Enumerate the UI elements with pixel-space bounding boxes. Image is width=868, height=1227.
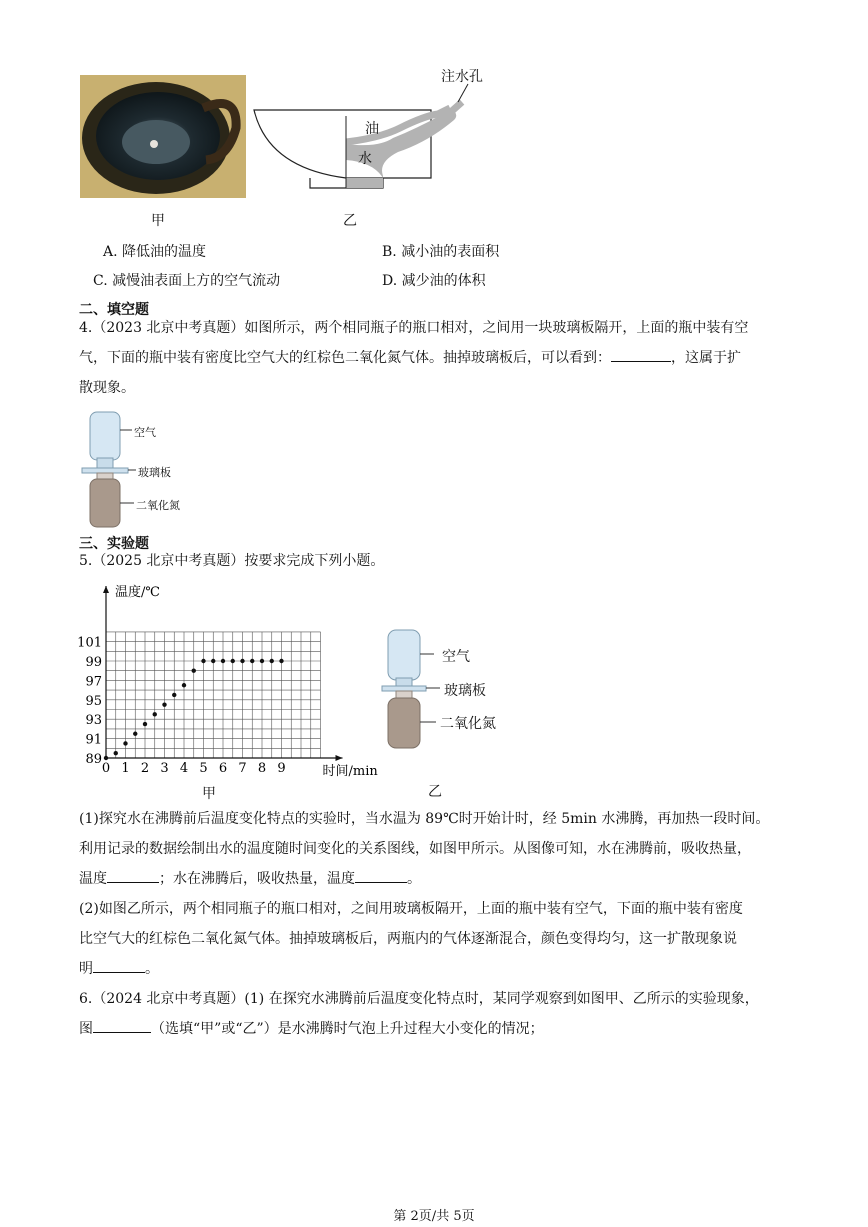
q5-p1-line3 bbox=[79, 864, 809, 894]
x-tick-label: 6 bbox=[218, 761, 228, 776]
x-tick-label: 9 bbox=[277, 761, 286, 776]
x-tick-label: 4 bbox=[179, 761, 189, 776]
top-bottle bbox=[90, 412, 120, 460]
q6-blank[interactable] bbox=[93, 1017, 151, 1033]
q5-p1-text-a: 温度 bbox=[79, 871, 107, 887]
data-point bbox=[279, 659, 283, 663]
x-axis-arrow bbox=[336, 755, 343, 761]
q5-part1 bbox=[79, 804, 809, 894]
q5-p1-line2: 利用记录的数据绘制出水的温度随时间变化的关系图线，如图甲所示。从图像可知，水在沸腾前，吸收热量， bbox=[79, 841, 751, 857]
y-tick-label: 97 bbox=[85, 674, 102, 690]
q6-line1: 6.（2024 北京中考真题）(1) 在探究水沸腾前后温度变化特点时，某同学观察到如图甲、乙所示的实验现象， bbox=[79, 991, 759, 1007]
q5-blank-2[interactable] bbox=[355, 867, 407, 883]
data-point bbox=[123, 741, 127, 745]
top-bottle-neck bbox=[97, 458, 113, 468]
y-axis-arrow bbox=[103, 586, 109, 593]
q5-part2 bbox=[79, 894, 809, 984]
x-axis-label: 时间/min bbox=[322, 764, 378, 779]
y-tick-label: 93 bbox=[85, 713, 102, 729]
q5-blank-1[interactable] bbox=[107, 867, 159, 883]
data-point bbox=[104, 756, 108, 760]
q5-label-air: 空气 bbox=[442, 649, 470, 665]
x-tick-label: 1 bbox=[121, 761, 130, 776]
glass-plate-2 bbox=[382, 686, 426, 691]
y-axis-label: 温度/℃ bbox=[115, 585, 160, 600]
section-title-fill-blank: 二、填空题 bbox=[79, 302, 149, 318]
x-tick-label: 5 bbox=[199, 761, 208, 776]
q5-p1-line1: (1)探究水在沸腾前后温度变化特点的实验时，当水温为 89℃时开始计时，经 5min 水沸腾，再加热一段时间。 bbox=[79, 811, 770, 827]
figure-lamp bbox=[78, 58, 498, 248]
data-point bbox=[240, 659, 244, 663]
label-oil: 油 bbox=[365, 121, 379, 137]
page-number: 第 2页/共 5页 bbox=[393, 1209, 475, 1224]
top-bottle-2 bbox=[388, 630, 420, 680]
y-tick-label: 89 bbox=[85, 752, 102, 767]
label-water-hole: 注水孔 bbox=[441, 69, 483, 85]
q4-label-glass: 玻璃板 bbox=[138, 466, 171, 479]
q5-blank-3[interactable] bbox=[93, 957, 145, 973]
data-point bbox=[260, 659, 264, 663]
q4-text-a: 气，下面的瓶中装有密度比空气大的红棕色二氧化氮气体。抽掉玻璃板后，可以看到： bbox=[79, 350, 611, 366]
question-4 bbox=[79, 313, 799, 403]
data-point bbox=[201, 659, 205, 663]
photo-highlight bbox=[150, 140, 158, 148]
option-d: D. 减少油的体积 bbox=[382, 273, 486, 289]
glass-plate bbox=[82, 468, 128, 473]
q5-label-no2: 二氧化氮 bbox=[440, 716, 496, 732]
top-bottle-neck-2 bbox=[396, 678, 412, 686]
q5-p2-text-a: 明 bbox=[79, 961, 93, 977]
q5-caption-yi: 乙 bbox=[428, 784, 442, 800]
temperature-chart bbox=[78, 578, 378, 798]
data-point bbox=[250, 659, 254, 663]
x-tick-label: 0 bbox=[101, 761, 111, 776]
q6-text-b: （选填“甲”或“乙”）是水沸腾时气泡上升过程大小变化的情况； bbox=[151, 1021, 544, 1037]
bottom-bottle bbox=[90, 479, 120, 527]
q6-line2 bbox=[79, 1014, 809, 1044]
data-point bbox=[221, 659, 225, 663]
q5-p2-line3 bbox=[79, 954, 809, 984]
y-tick-label: 99 bbox=[85, 655, 102, 670]
q5-p1-text-c: 。 bbox=[407, 871, 421, 887]
bottom-bottle-2 bbox=[388, 698, 420, 748]
x-tick-label: 7 bbox=[238, 761, 247, 776]
lamp-illustration bbox=[78, 58, 498, 248]
x-tick-label: 8 bbox=[257, 761, 267, 776]
q4-line3: 散现象。 bbox=[79, 380, 135, 396]
data-point bbox=[270, 659, 274, 663]
q5-label-glass: 玻璃板 bbox=[444, 683, 486, 699]
y-tick-label: 101 bbox=[78, 635, 102, 651]
q4-label-no2: 二氧化氮 bbox=[136, 499, 180, 512]
q4-line2 bbox=[79, 343, 799, 373]
question-6 bbox=[79, 984, 809, 1044]
caption-jia-1: 甲 bbox=[151, 213, 165, 229]
q5-p2-line1: (2)如图乙所示，两个相同瓶子的瓶口相对，之间用玻璃板隔开，上面的瓶中装有空气，下面的瓶中装有密度 bbox=[79, 901, 743, 917]
q5-caption-jia: 甲 bbox=[202, 786, 216, 802]
caption-yi-1: 乙 bbox=[343, 213, 357, 229]
data-point bbox=[172, 693, 176, 697]
q5-title: 5.（2025 北京中考真题）按要求完成下列小题。 bbox=[79, 553, 385, 569]
q5-p1-text-b: ；水在沸腾后，吸收热量，温度 bbox=[159, 871, 355, 887]
x-tick-label: 2 bbox=[140, 761, 150, 776]
data-point bbox=[192, 669, 196, 673]
label-water: 水 bbox=[358, 151, 372, 167]
data-point bbox=[133, 732, 137, 736]
q5-p2-line2: 比空气大的红棕色二氧化氮气体。抽掉玻璃板后，两瓶内的气体逐渐混合，颜色变得均匀，这一扩散现象说 bbox=[79, 931, 737, 947]
q4-label-air: 空气 bbox=[134, 426, 156, 439]
q4-line1: 4.（2023 北京中考真题）如图所示，两个相同瓶子的瓶口相对，之间用一块玻璃板隔开，上面的瓶中装有空 bbox=[79, 320, 749, 336]
y-tick-label: 91 bbox=[85, 732, 102, 748]
data-point bbox=[182, 683, 186, 687]
data-point bbox=[231, 659, 235, 663]
data-point bbox=[143, 722, 147, 726]
data-point bbox=[153, 712, 157, 716]
q6-text-a: 图 bbox=[79, 1021, 93, 1037]
data-point bbox=[114, 751, 118, 755]
option-a: A. 降低油的温度 bbox=[103, 244, 207, 260]
option-b: B. 减小油的表面积 bbox=[382, 244, 500, 260]
water-hole-pointer bbox=[458, 84, 468, 102]
q4-text-b: ，这属于扩 bbox=[671, 350, 741, 366]
option-c: C. 减慢油表面上方的空气流动 bbox=[93, 273, 281, 289]
data-point bbox=[162, 702, 166, 706]
q5-p2-text-b: 。 bbox=[145, 961, 159, 977]
q4-blank[interactable] bbox=[611, 346, 671, 362]
y-tick-label: 95 bbox=[85, 693, 102, 709]
x-tick-label: 3 bbox=[160, 761, 169, 776]
section-title-experiment: 三、实验题 bbox=[79, 536, 149, 552]
temperature-chart-svg bbox=[78, 578, 378, 798]
data-point bbox=[211, 659, 215, 663]
